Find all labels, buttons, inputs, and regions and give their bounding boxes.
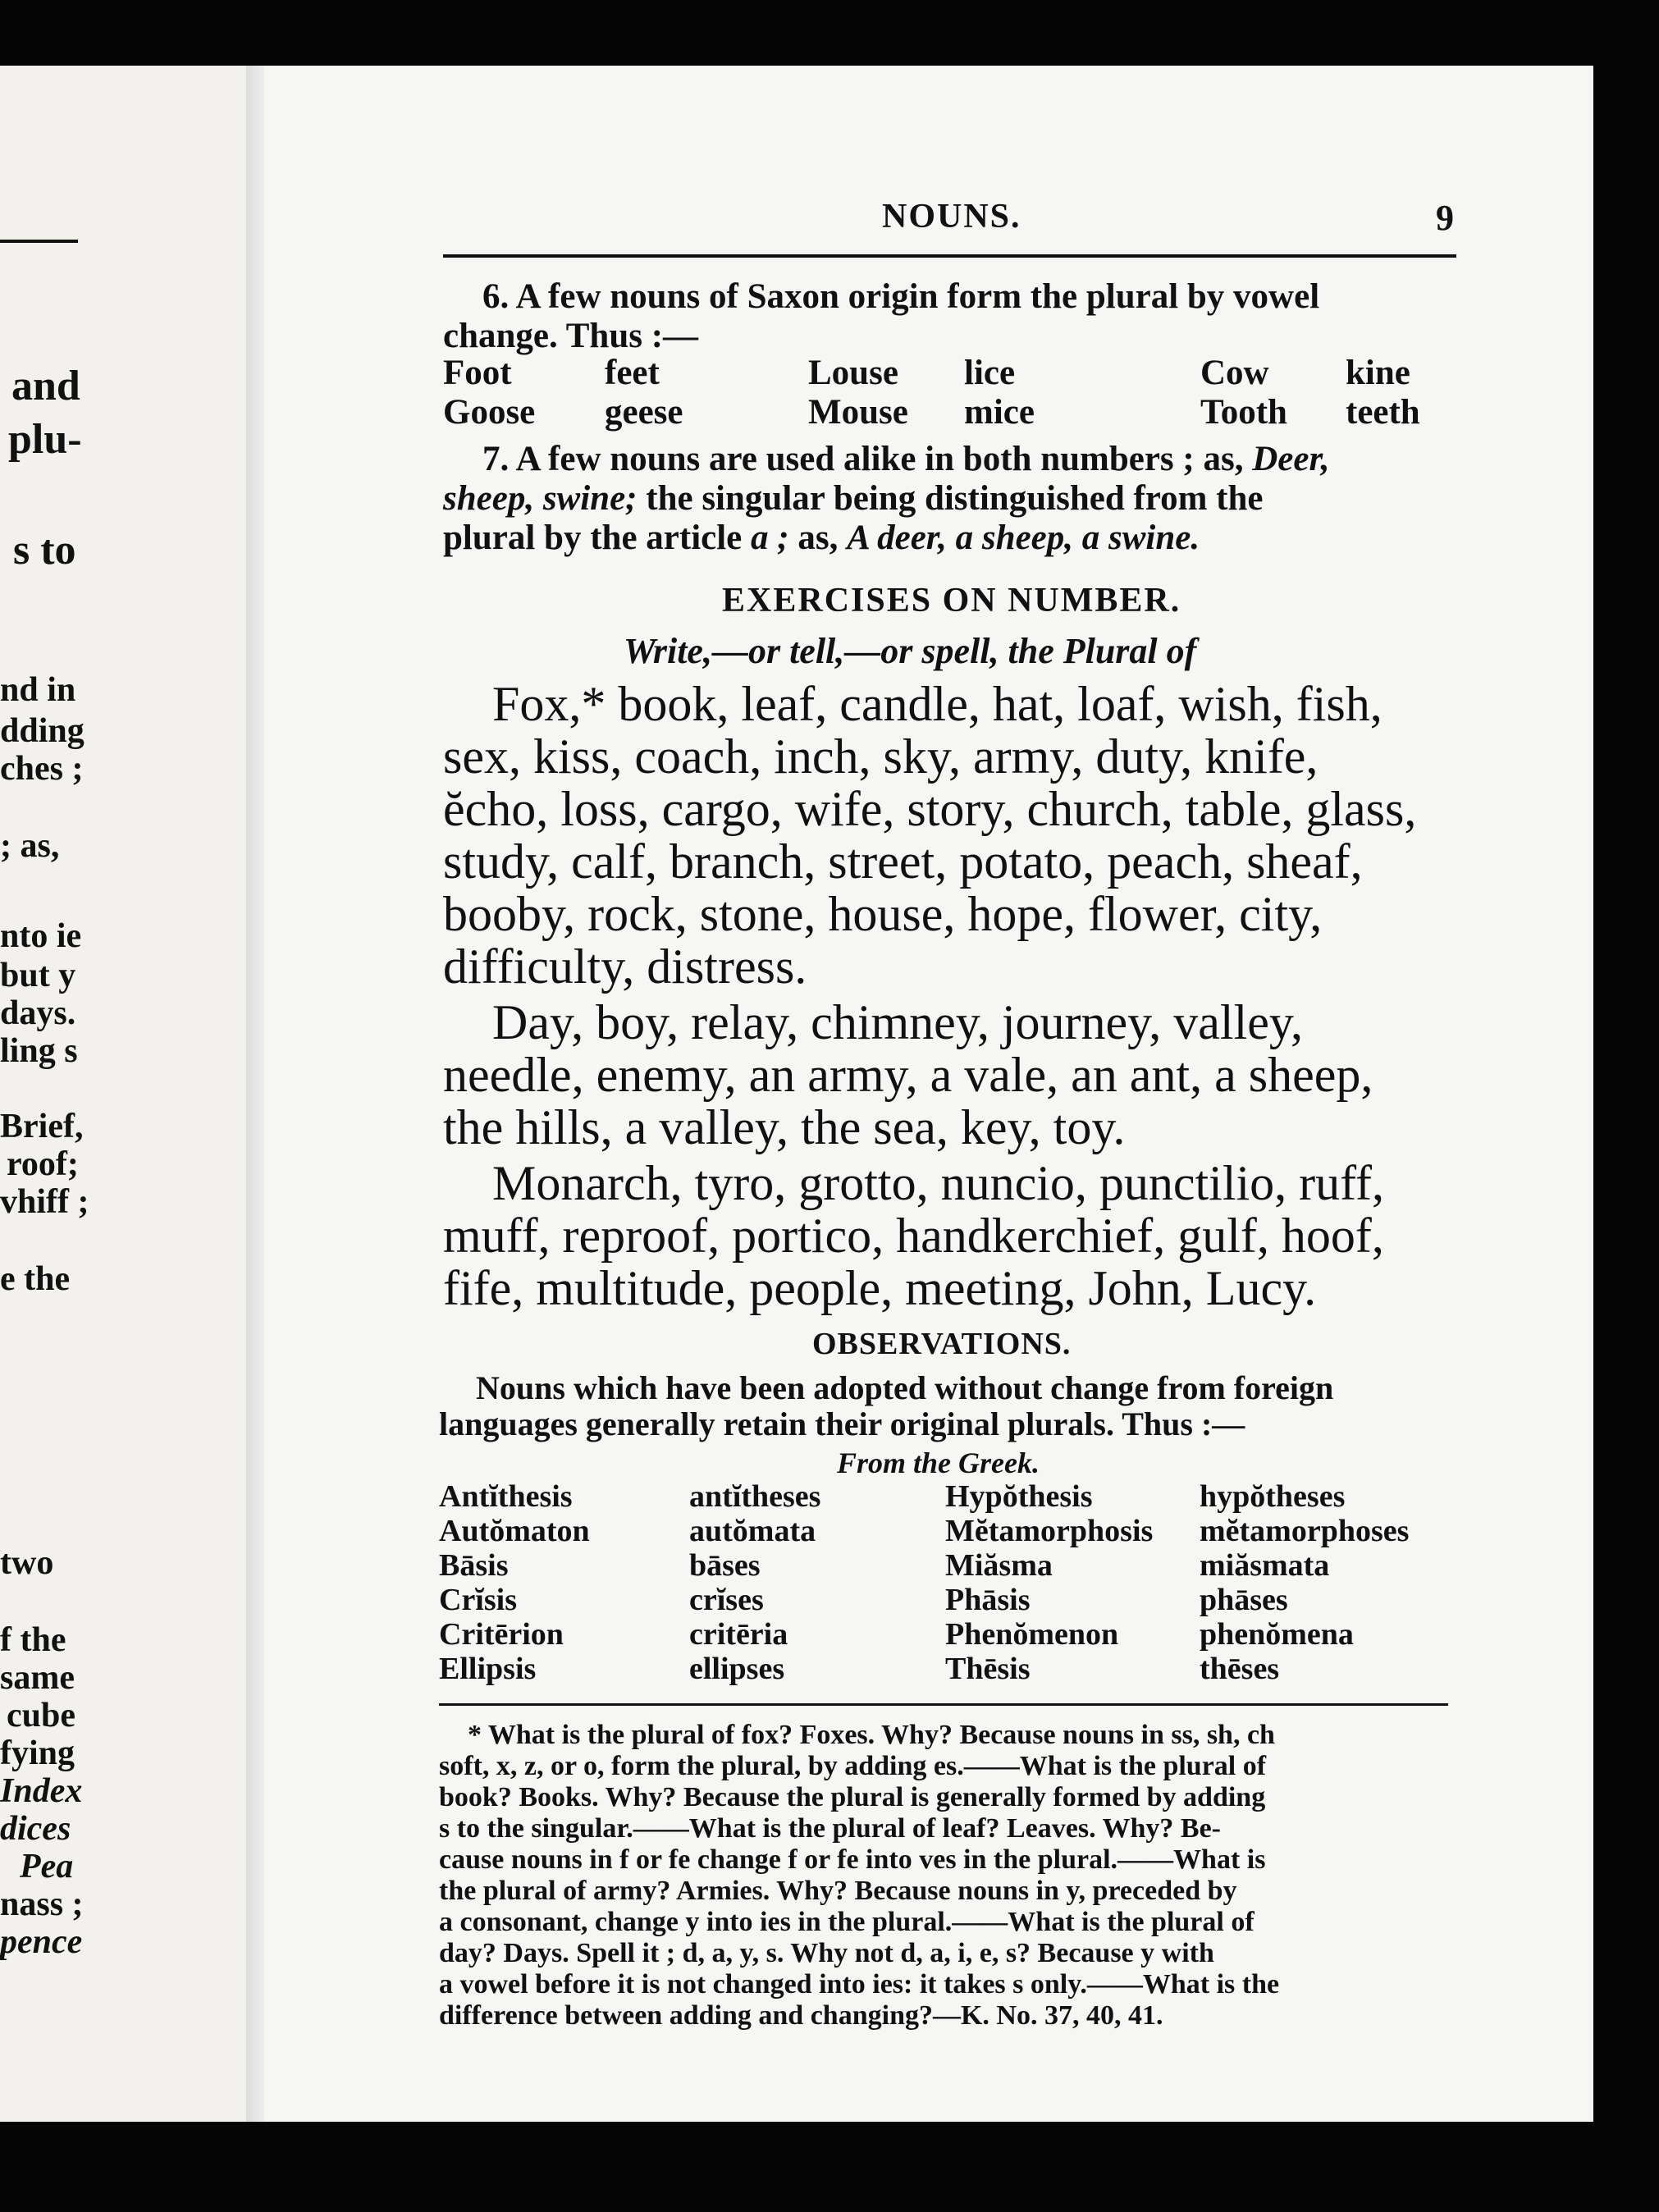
exercise-line: Day, boy, relay, chimney, journey, valley,: [492, 995, 1303, 1049]
left-fragment-text: Index: [0, 1772, 83, 1810]
vowel-change-cell: teeth: [1346, 393, 1420, 432]
left-fragment-text: vhiff ;: [0, 1183, 89, 1221]
footnote-line: a consonant, change y into ies in the plural.——What is the plural of: [439, 1907, 1255, 1937]
exercise-line: sex, kiss, coach, inch, sky, army, duty, knife,: [443, 729, 1319, 784]
rule6-line1: 6. A few nouns of Saxon origin form the plural by vowel: [482, 277, 1320, 316]
greek-plural-cell: thēses: [1200, 1652, 1280, 1686]
left-fragment-text: ling s: [0, 1032, 78, 1070]
vowel-change-cell: Tooth: [1200, 393, 1287, 432]
exercise-line: needle, enemy, an army, a vale, an ant, a sheep,: [443, 1048, 1373, 1102]
greek-plural-cell: hypŏtheses: [1200, 1479, 1346, 1514]
greek-plural-cell: Ellipsis: [439, 1652, 537, 1686]
left-page-rule: [0, 240, 78, 243]
footnote-line: soft, x, z, or o, form the plural, by adding es.——What is the plural of: [439, 1751, 1267, 1781]
left-fragment-text: and: [11, 363, 80, 409]
left-fragment-text: Brief,: [0, 1108, 84, 1145]
vowel-change-cell: feet: [605, 354, 660, 392]
greek-plural-cell: Thēsis: [945, 1652, 1031, 1686]
footnote-line: book? Books. Why? Because the plural is generally formed by adding: [439, 1782, 1266, 1812]
observations-line2: languages generally retain their original plurals. Thus :—: [439, 1405, 1245, 1442]
rule7-text: the singular being distinguished from the: [637, 479, 1264, 518]
greek-plural-cell: Hypŏthesis: [945, 1479, 1093, 1514]
footnote-line: difference between adding and changing?—K. No. 37, 40, 41.: [439, 2000, 1163, 2031]
footnote-line: the plural of army? Armies. Why? Because nouns in y, preceded by: [439, 1876, 1237, 1906]
left-fragment-text: but y: [0, 957, 76, 994]
greek-plural-cell: Mĕtamorphosis: [945, 1514, 1154, 1548]
greek-plural-cell: mĕtamorphoses: [1200, 1514, 1410, 1548]
left-fragment-text: ; as,: [0, 827, 60, 865]
page-number: 9: [1436, 198, 1454, 238]
rule7-example: Deer,: [1252, 440, 1330, 478]
greek-heading: From the Greek.: [837, 1446, 1040, 1479]
observations-line1: Nouns which have been adopted without change from foreign: [476, 1369, 1334, 1406]
vowel-change-cell: Mouse: [808, 393, 908, 432]
exercise-line: difficulty, distress.: [443, 939, 807, 994]
left-fragment-text: dices: [0, 1810, 71, 1848]
rule7-text: as,: [788, 519, 848, 557]
rule7-text: 7. A few nouns are used alike in both numbers ; as,: [482, 440, 1253, 478]
footnote-rule: [439, 1703, 1448, 1706]
greek-plural-cell: Autŏmaton: [439, 1514, 590, 1548]
left-fragment-text: nd in: [0, 671, 76, 709]
left-fragment-text: f the: [0, 1621, 66, 1659]
left-fragment-text: plu-: [8, 416, 82, 463]
footnote-line: s to the singular.——What is the plural of leaf? Leaves. Why? Be-: [439, 1813, 1221, 1844]
left-fragment-text: fying: [0, 1734, 75, 1772]
vowel-change-cell: Goose: [443, 393, 536, 432]
vowel-change-cell: kine: [1346, 354, 1410, 392]
scan-border-bottom: [0, 2122, 1659, 2212]
left-fragment-text: pence: [0, 1923, 83, 1961]
exercise-line: fife, multitude, people, meeting, John, Lucy.: [443, 1261, 1317, 1315]
greek-plural-cell: autŏmata: [689, 1514, 816, 1548]
left-fragment-text: Pea: [20, 1848, 74, 1885]
left-fragment-text: e the: [0, 1260, 71, 1298]
footnote-line: * What is the plural of fox? Foxes. Why? Because nouns in ss, sh, ch: [468, 1720, 1275, 1750]
rule7-line1: [482, 440, 1330, 479]
exercise-line: ĕcho, loss, cargo, wife, story, church, table, glass,: [443, 782, 1417, 836]
left-fragment-text: roof;: [7, 1145, 79, 1183]
greek-plural-cell: phenŏmena: [1200, 1617, 1354, 1652]
left-page-fragment: [0, 66, 264, 2122]
left-fragment-text: cube: [7, 1697, 75, 1734]
greek-plural-cell: Phenŏmenon: [945, 1617, 1119, 1652]
left-fragment-text: nto ie: [0, 917, 82, 955]
rule7-example: A deer, a sheep, a swine.: [847, 519, 1200, 557]
rule7-example: sheep, swine;: [443, 479, 638, 518]
exercise-line: muff, reproof, portico, handkerchief, gulf, hoof,: [443, 1209, 1384, 1263]
vowel-change-cell: lice: [964, 354, 1016, 392]
vowel-change-cell: Cow: [1200, 354, 1269, 392]
greek-plural-cell: Antĭthesis: [439, 1479, 573, 1514]
left-fragment-text: dding: [0, 712, 85, 750]
rule7-example: a ;: [751, 519, 789, 557]
vowel-change-cell: Foot: [443, 354, 512, 392]
exercise-line: booby, rock, stone, house, hope, flower, city,: [443, 887, 1323, 941]
rule7-text: plural by the article: [443, 519, 752, 557]
greek-plural-cell: critēria: [689, 1617, 788, 1652]
vowel-change-cell: geese: [605, 393, 683, 432]
vowel-change-cell: mice: [964, 393, 1035, 432]
vowel-change-cell: Louse: [808, 354, 898, 392]
running-head: NOUNS.: [882, 198, 1021, 235]
greek-plural-cell: Bāsis: [439, 1548, 509, 1583]
greek-plural-cell: ellipses: [689, 1652, 785, 1686]
exercise-line: Monarch, tyro, grotto, nuncio, punctilio, ruff,: [492, 1156, 1385, 1210]
left-fragment-text: two: [0, 1544, 54, 1582]
rule6-line2: change. Thus :—: [443, 317, 699, 355]
left-fragment-text: ches ;: [0, 750, 84, 788]
scan-border-top: [0, 0, 1659, 66]
greek-plural-cell: Miăsma: [945, 1548, 1053, 1583]
exercises-title: EXERCISES ON NUMBER.: [722, 582, 1181, 619]
header-rule: [443, 254, 1456, 258]
left-fragment-text: days.: [0, 994, 76, 1032]
rule7-line2: [443, 479, 1264, 519]
greek-plural-cell: Crĭsis: [439, 1583, 517, 1617]
exercise-line: study, calf, branch, street, potato, peach, sheaf,: [443, 834, 1363, 889]
greek-plural-cell: Phāsis: [945, 1583, 1031, 1617]
scan-border-right: [1593, 0, 1659, 2212]
left-fragment-text: nass ;: [0, 1885, 84, 1923]
left-fragment-text: same: [0, 1659, 75, 1697]
greek-plural-cell: antĭtheses: [689, 1479, 821, 1514]
observations-title: OBSERVATIONS.: [812, 1327, 1072, 1361]
footnote-line: cause nouns in f or fe change f or fe into ves in the plural.——What is: [439, 1844, 1266, 1875]
rule7-line3: [443, 519, 1200, 558]
greek-plural-cell: bāses: [689, 1548, 761, 1583]
left-fragment-text: s to: [13, 527, 76, 574]
footnote-line: a vowel before it is not changed into ies: it takes s only.——What is the: [439, 1969, 1280, 1999]
greek-plural-cell: miăsmata: [1200, 1548, 1330, 1583]
exercises-subtitle: Write,—or tell,—or spell, the Plural of: [624, 631, 1197, 671]
greek-plural-cell: phāses: [1200, 1583, 1288, 1617]
greek-plural-cell: crĭses: [689, 1583, 764, 1617]
footnote-line: day? Days. Spell it ; d, a, y, s. Why not d, a, i, e, s? Because y with: [439, 1938, 1214, 1968]
exercise-line: Fox,* book, leaf, candle, hat, loaf, wish, fish,: [492, 677, 1382, 731]
greek-plural-cell: Critērion: [439, 1617, 564, 1652]
exercise-line: the hills, a valley, the sea, key, toy.: [443, 1100, 1126, 1154]
